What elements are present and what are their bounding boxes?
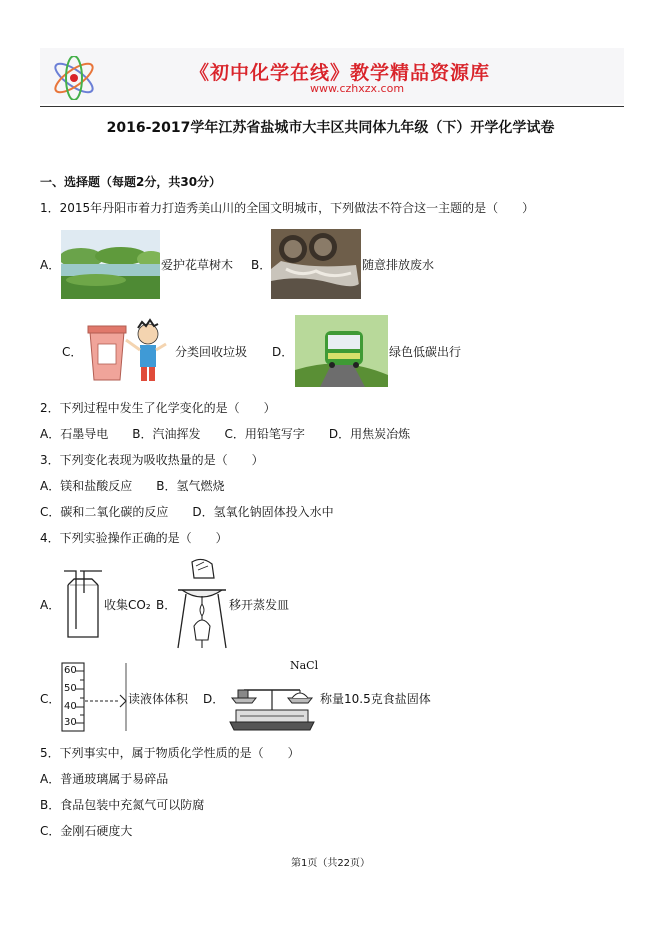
q5-option-b: B．食品包装中充氮气可以防腐 — [40, 798, 205, 812]
banner-title: 《初中化学在线》教学精品资源库 — [190, 62, 491, 84]
q4-c-text: 读液体体积 — [128, 692, 189, 706]
cyl-tick-60: 60 — [64, 665, 77, 676]
q2-stem: 2．下列过程中发生了化学变化的是（ ） — [40, 401, 276, 415]
q1-a-text: 爱护花草树木 — [161, 258, 234, 272]
q1-d-prefix: D． — [272, 345, 294, 359]
q4-d-text: 称量10.5克食盐固体 — [320, 692, 431, 706]
q1-c-prefix: C． — [62, 345, 83, 359]
q1-b-prefix: B． — [251, 258, 272, 272]
q1-stem: 1．2015年丹阳市着力打造秀美山川的全国文明城市，下列做法不符合这一主题的是（ ） — [40, 201, 535, 215]
balance-scale-diagram — [226, 670, 318, 732]
sewage-discharge-photo — [271, 229, 361, 299]
q4-d-prefix: D． — [203, 692, 225, 706]
header-rule — [40, 106, 624, 107]
q4-c-prefix: C． — [40, 692, 61, 706]
page-title: 2016-2017学年江苏省盐城市大丰区共同体九年级（下）开学化学试卷 — [106, 120, 555, 136]
q3-stem: 3．下列变化表现为吸收热量的是（ ） — [40, 453, 264, 467]
q3-options-line1: A．镁和盐酸反应 B．氢气燃烧 — [40, 479, 225, 493]
q4-b-prefix: B． — [156, 598, 177, 612]
q1-a-prefix: A． — [40, 258, 61, 272]
q5-option-c: C．金刚石硬度大 — [40, 824, 133, 838]
cyl-tick-30: 30 — [64, 717, 77, 728]
q1-c-text: 分类回收垃圾 — [175, 345, 248, 359]
q4-a-text: 收集CO₂ — [104, 598, 151, 612]
q4-stem: 4．下列实验操作正确的是（ ） — [40, 531, 228, 545]
balance-nacl-label: NaCl — [290, 659, 319, 672]
recycling-cartoon — [84, 314, 174, 387]
page-footer: 第1页（共22页） — [290, 858, 371, 869]
q1-b-text: 随意排放废水 — [362, 258, 435, 272]
lake-park-photo — [61, 230, 160, 299]
q5-option-a: A．普通玻璃属于易碎品 — [40, 772, 169, 786]
banner-url: www.czhxzx.com — [310, 82, 405, 95]
q2-options: A．石墨导电 B．汽油挥发 C．用铅笔写字 D．用焦炭冶炼 — [40, 427, 411, 441]
gas-bottle-diagram — [58, 563, 104, 641]
q4-a-prefix: A． — [40, 598, 61, 612]
q3-options-line2: C．碳和二氧化碳的反应 D．氢氧化钠固体投入水中 — [40, 505, 334, 519]
atom-logo-icon — [48, 56, 100, 100]
q5-stem: 5．下列事实中，属于物质化学性质的是（ ） — [40, 746, 300, 760]
cyl-tick-40: 40 — [64, 701, 77, 712]
green-bus-photo — [295, 315, 388, 387]
q4-b-text: 移开蒸发皿 — [229, 598, 290, 612]
q1-d-text: 绿色低碳出行 — [389, 345, 462, 359]
cyl-tick-50: 50 — [64, 683, 77, 694]
section-heading: 一、选择题（每题2分，共30分） — [40, 175, 222, 189]
evaporating-dish-diagram — [174, 556, 230, 652]
